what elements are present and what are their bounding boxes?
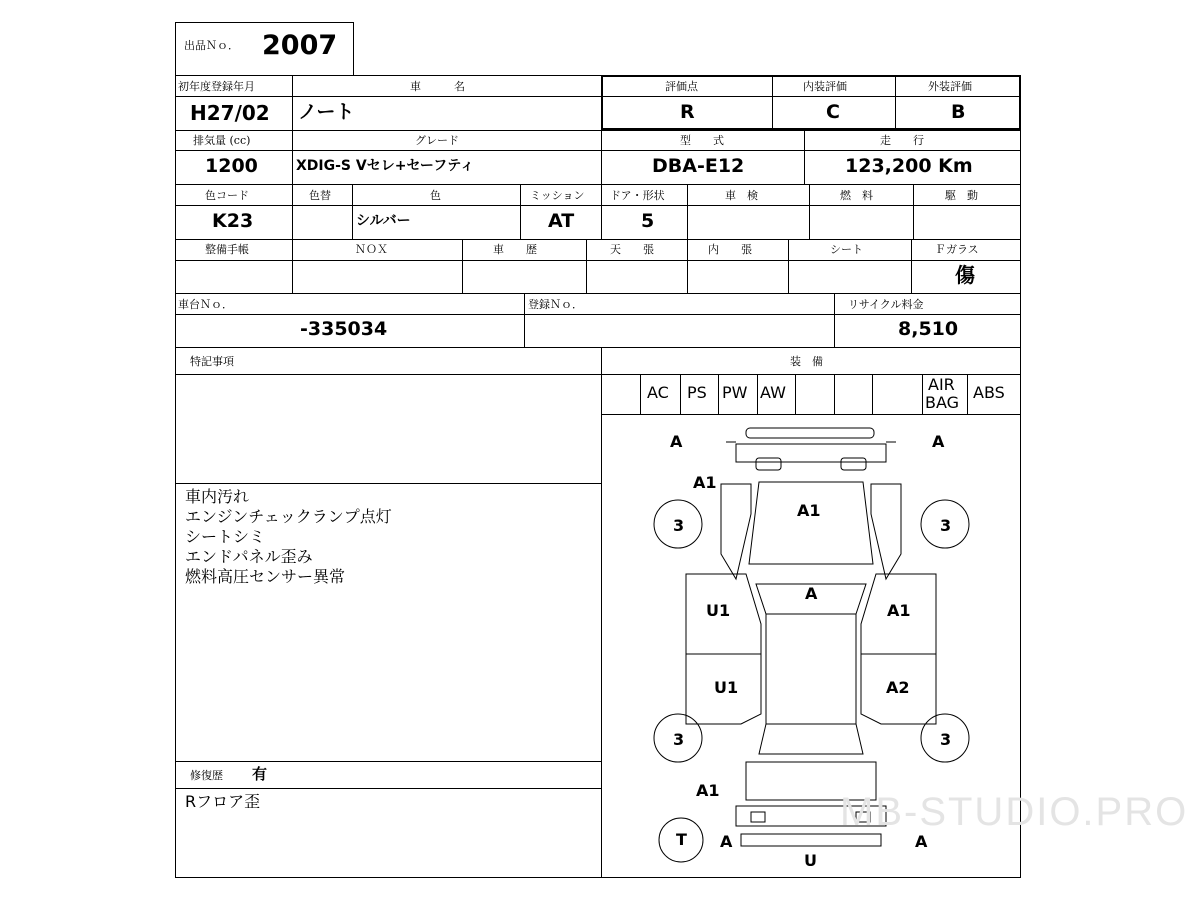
notes-label: 特記事項 [190, 355, 234, 368]
color-value: シルバー [356, 213, 411, 229]
exterior-label: 外装評価 [928, 80, 972, 93]
grid-line [175, 130, 1021, 131]
seat-label: シート [830, 243, 863, 256]
damage-door-fr: A1 [887, 601, 911, 620]
grid-line [809, 184, 810, 239]
grid-line [834, 293, 835, 347]
front-fender-left [721, 484, 751, 579]
color-code-value: K23 [212, 210, 254, 232]
grid-line [601, 184, 602, 239]
grid-line [586, 239, 587, 293]
rear-bumper-outline [741, 834, 881, 846]
grid-line [175, 205, 1021, 206]
grid-line [175, 347, 1021, 348]
grid-line [795, 374, 796, 414]
reg-year-value: H27/02 [190, 101, 270, 125]
mission-label: ミッション [530, 189, 585, 202]
note-line: シートシミ [185, 527, 266, 546]
history-label: 車 歴 [493, 243, 537, 256]
color-change-label: 色替 [309, 189, 331, 202]
damage-door-rr: A2 [886, 678, 910, 697]
grid-line [640, 374, 641, 414]
reg-year-label: 初年度登録年月 [178, 80, 255, 93]
damage-rear-right: A [915, 832, 928, 851]
equipment-pw: PW [722, 383, 748, 402]
lot-number-value: 2007 [262, 30, 338, 61]
grid-line [687, 184, 688, 239]
glass-label: Ｆガラス [935, 243, 979, 256]
grid-line [175, 184, 1021, 185]
car-name-label: 車 名 [410, 80, 465, 93]
equipment-aw: AW [760, 383, 786, 402]
registration-label: 登録Ｎｏ． [528, 298, 583, 311]
grid-line [913, 184, 914, 239]
grid-line [175, 314, 1021, 315]
grid-line [175, 788, 601, 789]
headlight-left [756, 458, 781, 470]
score-label: 評価点 [665, 80, 698, 93]
grid-line [872, 374, 873, 414]
grid-line [462, 239, 463, 293]
equipment-label: 装 備 [790, 355, 823, 368]
grid-line [175, 239, 1021, 240]
grid-line [175, 150, 1021, 151]
equipment-ac: AC [647, 383, 669, 402]
damage-bumper-rear: U [804, 851, 817, 870]
grid-line [292, 239, 293, 293]
grid-line [520, 184, 521, 239]
chassis-value: -335034 [300, 318, 388, 340]
repair-value: 有 [252, 765, 268, 783]
roof-label: 天 張 [610, 243, 654, 256]
lining-label: 内 張 [708, 243, 752, 256]
grid-line [292, 184, 293, 239]
grid-line [687, 239, 688, 293]
exterior-value: B [951, 101, 966, 123]
color-code-label: 色コード [205, 189, 249, 202]
model-value: DBA-E12 [652, 155, 745, 177]
color-label: 色 [430, 189, 441, 202]
damage-wheel-rl: 3 [673, 730, 685, 749]
grid-line [895, 75, 896, 130]
bonnet-outline [749, 482, 873, 564]
grid-line [175, 260, 1021, 261]
nox-label: ＮＯＸ [355, 243, 388, 256]
damage-roof: A [805, 584, 818, 603]
chassis-label: 車台Ｎｏ． [178, 298, 233, 311]
grade-value: XDIG-S Vセレ+セーフティ [296, 158, 475, 174]
equipment-airbag-1: AIR [928, 375, 955, 394]
grid-line [601, 130, 602, 184]
damage-quarter-rl: A1 [696, 781, 720, 800]
rear-window-outline [759, 724, 863, 754]
headlight-right [841, 458, 866, 470]
mission-value: AT [548, 210, 575, 232]
damage-wheel-fl: 3 [673, 516, 685, 535]
grade-label: グレード [415, 134, 459, 147]
note-line: 燃料高圧センサー異常 [185, 567, 346, 586]
damage-rear-left: A [720, 832, 733, 851]
model-label: 型 式 [680, 134, 724, 147]
grid-line [175, 374, 1021, 375]
grid-line [175, 293, 1021, 294]
damage-tire: T [676, 830, 687, 849]
front-grille-outline [736, 444, 886, 462]
displacement-label: 排気量 (cc) [193, 134, 251, 147]
car-name-value: ノート [298, 101, 355, 123]
drive-label: 駆 動 [945, 189, 978, 202]
recycle-label: リサイクル料金 [848, 298, 924, 311]
roof-outline [766, 614, 856, 724]
taillight-left [751, 812, 765, 822]
damage-door-rl: U1 [714, 678, 739, 697]
lot-number-label: 出品Ｎｏ． [184, 39, 239, 52]
doors-label: ドア・形状 [610, 189, 665, 202]
grid-line [680, 374, 681, 414]
damage-front-right: A [932, 432, 945, 451]
note-line: 車内汚れ [185, 487, 250, 506]
grid-line [804, 130, 805, 184]
glass-value: 傷 [955, 263, 975, 287]
recycle-value: 8,510 [898, 318, 959, 340]
grid-line [757, 374, 758, 414]
damage-front-left: A [670, 432, 683, 451]
displacement-value: 1200 [205, 155, 258, 177]
grid-line [834, 374, 835, 414]
mileage-value: 123,200 Km [845, 155, 973, 177]
repair-text: Rフロア歪 [185, 792, 261, 811]
mileage-label: 走 行 [880, 134, 924, 147]
front-fender-right [871, 484, 901, 579]
equipment-airbag-2: BAG [925, 393, 960, 412]
manual-label: 整備手帳 [205, 243, 249, 256]
damage-bonnet-left: A1 [693, 473, 717, 492]
grid-line [788, 239, 789, 293]
grid-line [352, 184, 353, 239]
grid-line [718, 374, 719, 414]
fuel-label: 燃 料 [840, 189, 873, 202]
grid-line [922, 374, 923, 414]
damage-bonnet: A1 [797, 501, 821, 520]
grid-line [175, 761, 601, 762]
grid-line [911, 239, 912, 293]
damage-wheel-rr: 3 [940, 730, 952, 749]
note-line: エンドパネル歪み [185, 547, 313, 566]
front-bumper-outline [746, 428, 874, 438]
grid-line [292, 130, 293, 184]
damage-wheel-fr: 3 [940, 516, 952, 535]
equipment-abs: ABS [973, 383, 1005, 402]
grid-line [772, 75, 773, 130]
damage-door-fl: U1 [706, 601, 731, 620]
repair-label: 修復歴 [190, 769, 223, 782]
equipment-ps: PS [687, 383, 707, 402]
grid-line [524, 293, 525, 347]
grid-line [292, 75, 293, 130]
interior-value: C [826, 101, 840, 123]
grid-line [175, 483, 601, 484]
notes-list [185, 487, 392, 587]
watermark: MB-STUDIO.PRO [840, 790, 1189, 834]
interior-label: 内装評価 [803, 80, 847, 93]
note-line: エンジンチェックランプ点灯 [185, 507, 392, 526]
grid-line [967, 374, 968, 414]
doors-value: 5 [641, 210, 655, 232]
score-value: R [680, 101, 695, 123]
inspection-label: 車 検 [725, 189, 758, 202]
